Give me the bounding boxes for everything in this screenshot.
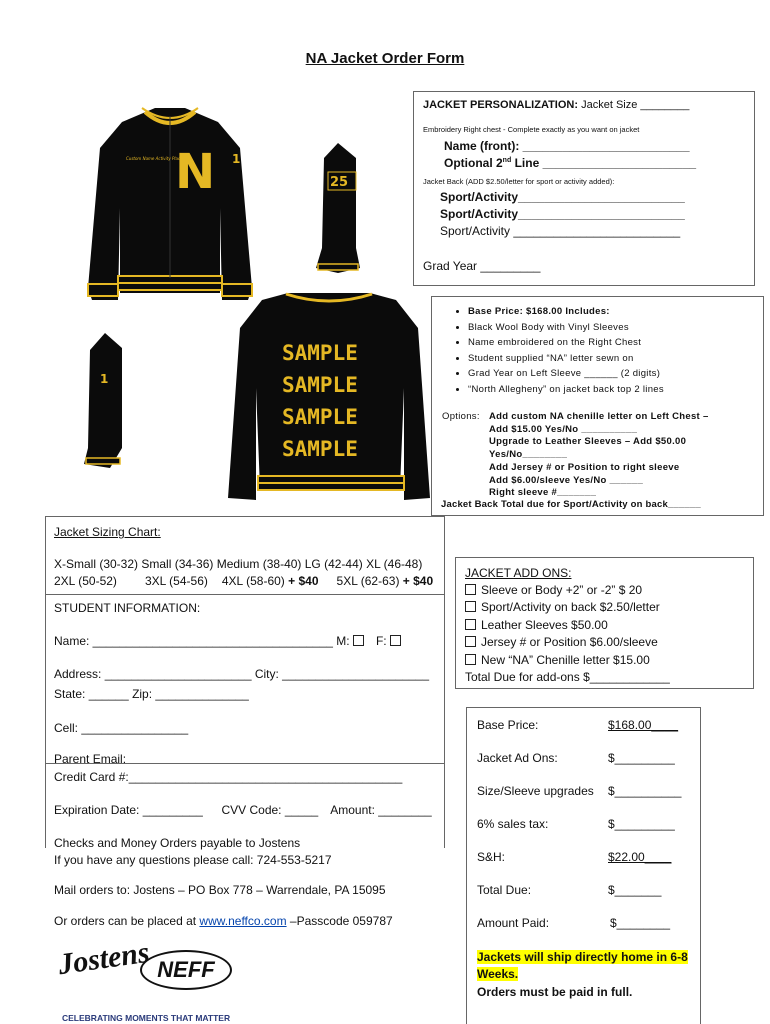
option-jersey-yesno[interactable]: Add $6.00/sleeve Yes/No ______ — [489, 474, 644, 486]
include-item: • Black Wool Body with Vinyl Sleeves — [468, 320, 770, 336]
back-sample-3: SAMPLE — [282, 405, 358, 429]
chenille-letter: N — [175, 144, 216, 200]
addons-label: Jacket Ad Ons: — [477, 751, 558, 765]
options-list — [489, 411, 709, 500]
option-jersey: Add Jersey # or Position to right sleeve — [489, 461, 680, 473]
jacket-back-image — [228, 293, 430, 500]
chest-embroidery: Custom Name Activity Place — [126, 156, 183, 161]
parent-email-field[interactable]: Parent Email: — [54, 752, 127, 763]
base-price-label: Base Price: — [477, 718, 539, 732]
address-field[interactable]: Address: ______________________ City: ______________________ — [54, 667, 430, 681]
svg-text:1: 1 — [100, 372, 109, 386]
name-front-field[interactable]: Name (front): _________________________ — [444, 139, 690, 153]
sport-activity-field-1[interactable]: Sport/Activity_________________________ — [440, 190, 685, 204]
jacket-size-field[interactable]: Jacket Size ________ — [581, 99, 690, 111]
include-item: • Grad Year on Left Sleeve ______ (2 digits) — [468, 366, 770, 382]
addon-sport-activity[interactable]: Sport/Activity on back $2.50/letter — [465, 599, 670, 616]
sizing-heading: Jacket Sizing Chart: — [54, 525, 161, 539]
page-title: NA Jacket Order Form — [305, 50, 465, 67]
sales-tax-label: 6% sales tax: — [477, 817, 549, 831]
amount-field[interactable]: Amount: ________ — [330, 803, 432, 817]
option-leather-sleeves: Upgrade to Leather Sleeves – Add $50.00 — [489, 436, 687, 448]
addon-chenille-letter[interactable]: New “NA” Chenille letter $15.00 — [465, 652, 670, 669]
sizing-chart-box — [45, 516, 445, 595]
option-right-sleeve[interactable]: Right sleeve #_______ — [489, 487, 597, 499]
male-checkbox[interactable] — [353, 635, 364, 646]
svg-text:1: 1 — [232, 152, 241, 166]
total-due-label: Total Due: — [477, 883, 532, 897]
addons-total-field[interactable]: Total Due for add-ons $____________ — [465, 670, 670, 685]
pricing-box — [431, 296, 764, 516]
sales-tax-value-field[interactable]: $_________ — [608, 817, 675, 831]
online-orders-text: Or orders can be placed at www.neffco.com –Passcode 059787 — [54, 914, 393, 928]
addons-box — [455, 557, 754, 689]
base-price-value: $168.00____ — [608, 718, 679, 732]
sport-activity-field-2[interactable]: Sport/Activity_________________________ — [440, 207, 685, 221]
upgrades-value-field[interactable]: $__________ — [608, 784, 682, 798]
checkbox[interactable] — [465, 584, 476, 595]
student-info-box: STUDENT INFORMATION: Name: ____________________________________ M: F: Address: ______________________ City: ______________________ State: ______ Zip: ______________ Cell: ________________ Parent Email: — [45, 594, 445, 764]
sizing-row-2: 2XL (50-52) 3XL (54-56) 4XL (58-60) + $40 5XL (62-63) + $40 — [54, 574, 434, 588]
state-zip-field[interactable]: State: ______ Zip: ______________ — [54, 687, 249, 701]
questions-phone-text: If you have any questions please call: 724-553-5217 — [54, 853, 332, 867]
amount-paid-field[interactable]: $________ — [610, 916, 671, 930]
neffco-link[interactable]: www.neffco.com — [199, 914, 287, 928]
jacket-front-image — [88, 108, 252, 300]
checkbox[interactable] — [465, 636, 476, 647]
credit-card-field[interactable]: Credit Card #:_________________________________________ — [54, 770, 403, 784]
jacket-back-total[interactable]: Jacket Back Total due for Sport/Activity on back______ — [441, 499, 701, 510]
addon-jersey[interactable]: Jersey # or Position $6.00/sleeve — [465, 634, 670, 651]
embroidery-note: Embroidery Right chest - Complete exactly as you want on jacket — [423, 125, 640, 134]
addons-value-field[interactable]: $_________ — [608, 751, 675, 765]
options-label: Options: — [442, 411, 480, 422]
checks-payable-text: Checks and Money Orders payable to Jostens — [54, 836, 301, 850]
amount-paid-label: Amount Paid: — [477, 916, 550, 930]
sleeve-number: 25 — [330, 175, 349, 190]
neff-logo: NEFF — [140, 950, 232, 990]
paid-in-full-notice: Orders must be paid in full. — [477, 985, 633, 999]
sizing-row-1: X-Small (30-32) Small (34-36) Medium (38-40) LG (42-44) XL (46-48) — [54, 557, 423, 571]
include-item: • Name embroidered on the Right Chest — [468, 335, 770, 351]
student-info-heading: STUDENT INFORMATION: — [54, 601, 201, 615]
checkbox[interactable] — [465, 619, 476, 630]
checkbox[interactable] — [465, 654, 476, 665]
name-field[interactable]: Name: ____________________________________ — [54, 634, 333, 648]
female-checkbox[interactable] — [390, 635, 401, 646]
option-chenille-yesno[interactable]: Add $15.00 Yes/No __________ — [489, 423, 638, 435]
option-leather-yesno[interactable]: Yes/No________ — [489, 449, 568, 461]
base-price-includes: • Base Price: $168.00 Includes: — [468, 304, 770, 320]
totals-box — [466, 707, 701, 1024]
cvv-field[interactable]: CVV Code: _____ — [221, 803, 319, 817]
include-item: • Student supplied “NA” letter sewn on — [468, 351, 770, 367]
jacket-back-note: Jacket Back (ADD $2.50/letter for sport or activity added): — [423, 177, 615, 186]
optional-line-field[interactable]: Optional 2nd Line _______________________ — [444, 156, 697, 170]
checkbox[interactable] — [465, 601, 476, 612]
addon-sleeve-body[interactable]: Sleeve or Body +2” or -2” $ 20 — [465, 582, 670, 599]
upgrades-label: Size/Sleeve upgrades — [477, 784, 594, 798]
include-item: • “North Allegheny” on jacket back top 2 lines — [468, 382, 770, 398]
grad-year-field[interactable]: Grad Year _________ — [423, 259, 541, 273]
sport-activity-field-3[interactable]: Sport/Activity _________________________ — [440, 224, 681, 238]
addon-leather-sleeves[interactable]: Leather Sleeves $50.00 — [465, 617, 670, 634]
shipping-notice: Jackets will ship directly home in 6-8 Weeks. — [477, 950, 688, 981]
mail-orders-text: Mail orders to: Jostens – PO Box 778 – Warrendale, PA 15095 — [54, 883, 386, 897]
jostens-logo: Jostens — [56, 935, 152, 982]
sh-label: S&H: — [477, 850, 506, 864]
option-chenille-letter: Add custom NA chenille letter on Left Chest – — [489, 411, 709, 422]
back-sample-1: SAMPLE — [282, 341, 358, 365]
sh-value: $22.00____ — [608, 850, 672, 864]
jacket-left-side-image — [84, 333, 122, 468]
personalization-heading: JACKET PERSONALIZATION: — [423, 99, 579, 111]
back-sample-2: SAMPLE — [282, 373, 358, 397]
back-sample-4: SAMPLE — [282, 437, 358, 461]
total-due-field[interactable]: $_______ — [608, 883, 662, 897]
addons-heading: JACKET ADD ONS: — [465, 566, 572, 580]
jostens-tagline: CELEBRATING MOMENTS THAT MATTER — [62, 1013, 231, 1023]
expiration-field[interactable]: Expiration Date: _________ — [54, 803, 203, 817]
personalization-box — [413, 91, 755, 286]
jacket-images — [60, 88, 430, 518]
cell-field[interactable]: Cell: ________________ — [54, 721, 189, 735]
jacket-side-image — [316, 143, 360, 273]
